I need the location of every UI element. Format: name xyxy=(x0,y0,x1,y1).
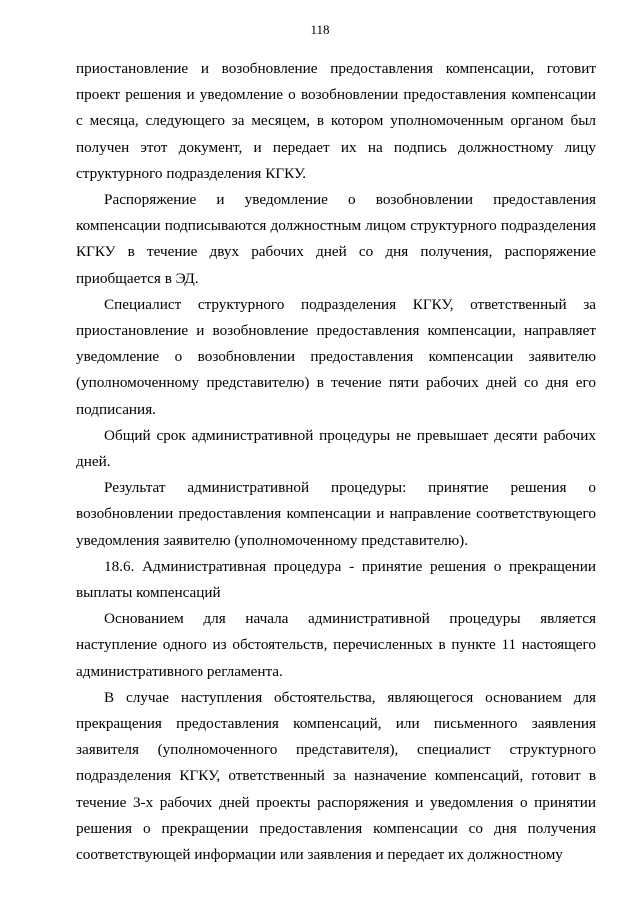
section-heading-18-6: 18.6. Административная процедура - принятие решения о прекращении выплаты компенсаций xyxy=(76,557,596,602)
page-number: 118 xyxy=(310,22,330,37)
paragraph-2: Распоряжение и уведомление о возобновлении предоставления компенсации подписываются должностным лицом структурного подразделения КГКУ в течение двух рабочих дней со дня получения, распоряжение приобщается в ЭД. xyxy=(76,191,596,287)
document-body xyxy=(76,56,596,868)
paragraph-1: приостановление и возобновление предоставления компенсации, готовит проект решения и уведомление о возобновлении предоставления компенсации с месяца, следующего за месяцем, в котором уполномоченным органом был получен этот документ, и передает их на подпись должностному лицу структурного подразделения КГКУ. xyxy=(76,60,596,182)
paragraph-7: Основанием для начала административной процедуры является наступление одного из обстоятельств, перечисленных в пункте 11 настоящего административного регламента. xyxy=(76,610,596,680)
paragraph-5: Результат административной процедуры: принятие решения о возобновлении предоставления компенсации и направление соответствующего уведомления заявителю (уполномоченному представителю). xyxy=(76,479,596,549)
paragraph-8: В случае наступления обстоятельства, являющегося основанием для прекращения предоставления компенсаций, или письменного заявления заявителя (уполномоченного представителя), специалист структурного подразделения КГКУ, ответственный за назначение компенсаций, готовит в течение 3-х рабочих дней проекты распоряжения и уведомления о принятии решения о прекращении предоставления компенсации со дня получения соответствующей информации или заявления и передает их должностному xyxy=(76,688,596,864)
paragraph-4: Общий срок административной процедуры не превышает десяти рабочих дней. xyxy=(76,426,596,471)
paragraph-3: Специалист структурного подразделения КГКУ, ответственный за приостановление и возобновление предоставления компенсации, направляет уведомление о возобновлении предоставления компенсации заявителю (уполномоченному представителю) в течение пяти рабочих дней со дня его подписания. xyxy=(76,295,596,418)
